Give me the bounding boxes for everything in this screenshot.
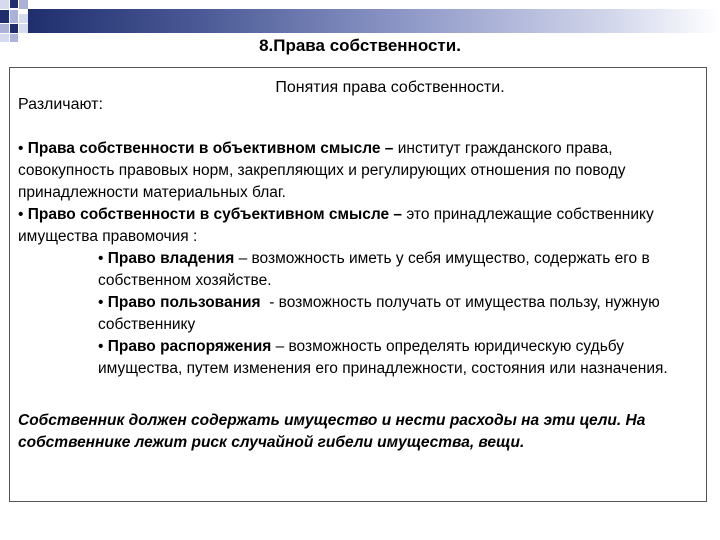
bullet-glyph: • bbox=[98, 294, 104, 311]
power-text: – возможность иметь у себя имущество, содержать его в собственном хозяйстве. bbox=[98, 250, 650, 289]
slide-title: 8.Права собственности. bbox=[259, 36, 461, 55]
section-subtitle: Понятия права собственности. bbox=[275, 79, 505, 96]
subjective-paragraph bbox=[18, 204, 698, 248]
objective-paragraph bbox=[18, 138, 698, 204]
bullet-glyph: • bbox=[98, 338, 104, 355]
distinguish-label: Различают: bbox=[18, 96, 103, 113]
power-text: - возможность получать от имущества пользу, нужную собственнику bbox=[98, 294, 665, 333]
objective-text: институт гражданского права, совокупность правовых норм, закрепляющих и регулирующих отношения по поводу принадлежности материальных благ. bbox=[18, 140, 626, 201]
subjective-text: это принадлежащие собственнику имущества правомочия : bbox=[18, 206, 654, 245]
content-box bbox=[9, 67, 707, 502]
decor-square-7 bbox=[0, 24, 9, 33]
bullet-glyph: • bbox=[98, 250, 104, 267]
power-text: – возможность определять юридическую судьбу имущества, путем изменения его принадлежности, состояния или назначения. bbox=[98, 338, 668, 377]
decor-square-5 bbox=[10, 10, 18, 23]
body-text bbox=[18, 138, 698, 380]
decor-square-6 bbox=[19, 14, 28, 23]
bullet-glyph: • bbox=[18, 140, 24, 157]
decor-square-2 bbox=[10, 0, 18, 8]
power-item-use bbox=[18, 292, 698, 336]
decor-square-9 bbox=[19, 24, 28, 33]
decor-square-1 bbox=[0, 0, 9, 9]
subjective-term: Право собственности в субъективном смысле – bbox=[27, 206, 403, 223]
decor-square-8 bbox=[10, 24, 18, 33]
power-term: Право пользования bbox=[107, 294, 261, 311]
bullet-glyph: • bbox=[18, 206, 24, 223]
header-gradient-bar bbox=[28, 9, 720, 33]
owner-obligation-note: Собственник должен содержать имущество и нести расходы на эти цели. На собственнике лежит риск случайной гибели имущества, вещи. bbox=[18, 412, 646, 451]
power-item-disposal bbox=[18, 336, 698, 380]
decor-square-3 bbox=[19, 0, 28, 9]
power-term: Право распоряжения bbox=[107, 338, 272, 355]
power-term: Право владения bbox=[107, 250, 235, 267]
decor-square-4 bbox=[0, 10, 9, 23]
objective-term: Права собственности в объективном смысле – bbox=[27, 140, 394, 157]
power-item-possession bbox=[18, 248, 698, 292]
